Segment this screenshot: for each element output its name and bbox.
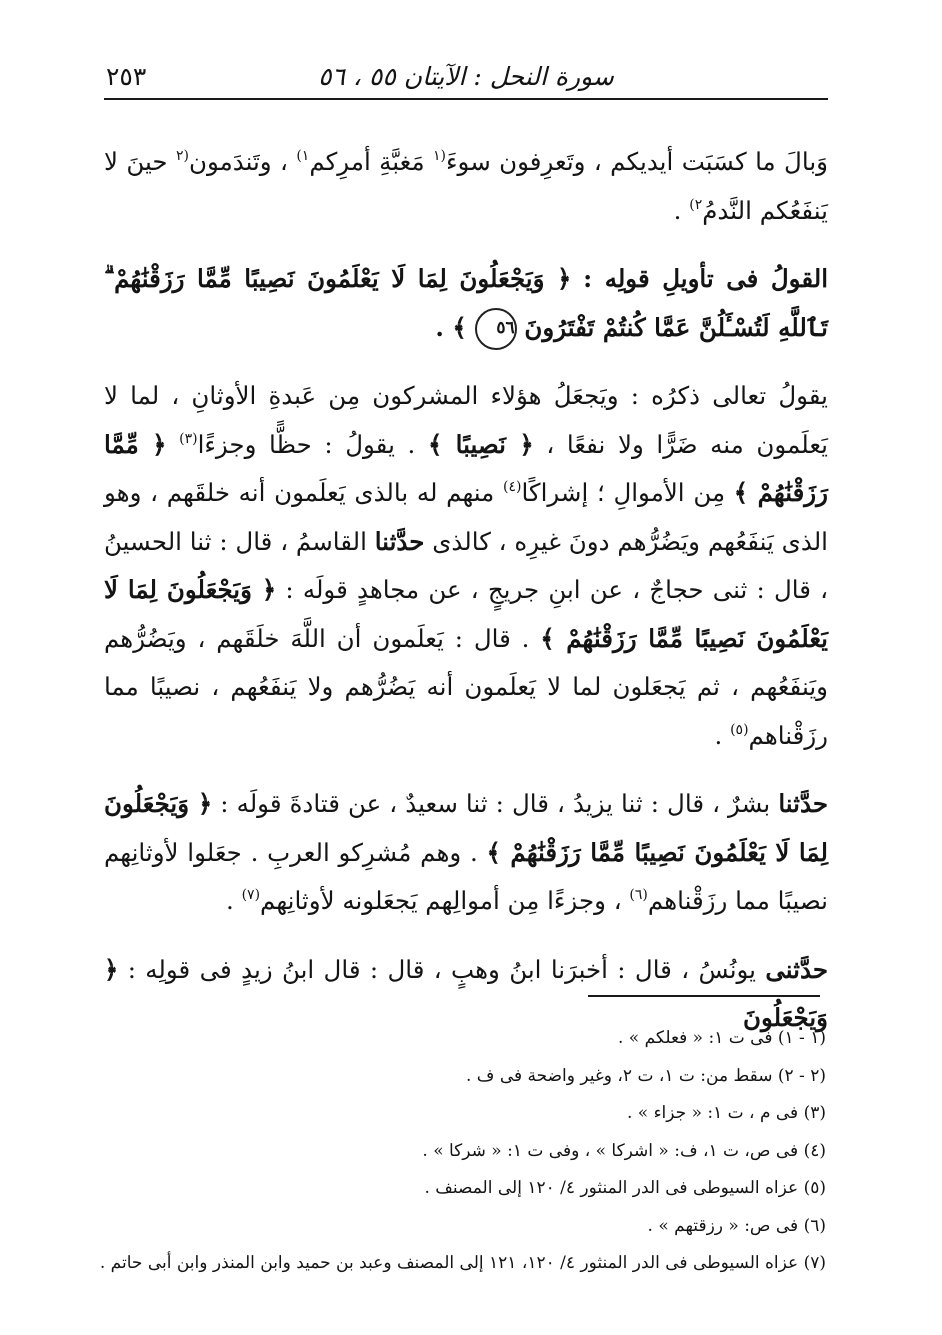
text-run: وَبالَ ما كسَبَت أيديكم ، وتَعرِفون سوءَ: [446, 147, 828, 176]
footnote-5: (٥) عزاه السيوطى فى الدر المنثور ٤/ ١٢٠ إلى المصنف .: [424, 1178, 826, 1198]
footnote-marker: (٦): [629, 887, 648, 903]
isnad-keyword: حدَّثنا: [778, 789, 828, 818]
quran-verse: ﴿ وَيَجْعَلُونَ لِمَا لَا يَعْلَمُونَ نَصِيبًا مِّمَّا رَزَقْنَٰهُمْ ۗ تَٱللَّهِ لَتُسْـَٔلُنَّ عَمَّا كُنتُمْ تَفْتَرُونَ: [104, 264, 828, 342]
text-run: .: [673, 195, 690, 225]
main-text: [104, 138, 828, 1063]
footnote-marker: (٧): [241, 887, 261, 903]
paragraph-4: [104, 780, 828, 926]
footnote-4: (٤) فى ص، ت ١، ف: « اشركا » ، وفى ت ١: « شركا » .: [422, 1140, 826, 1161]
quran-quote: ﴿ وَيَجْعَلُونَ: [104, 954, 828, 1032]
text-run: القاسمُ ، قال : ثنا الحسينُ ، قال : ثنى حجاجٌ ، عن ابنِ جريجٍ ، عن مجاهدٍ قولَه :: [104, 526, 828, 604]
footnote-marker: ٢): [689, 196, 703, 213]
text-run: حينَ لا يَنفَعُكم النَّدمُ: [104, 147, 828, 225]
isnad-keyword: حدَّثنى: [765, 954, 828, 984]
quran-quote: ﴿ مِّمَّا رَزَقْنَٰهُمْ ﴾: [104, 429, 828, 507]
text-run: مَغبَّةِ أمرِكم: [309, 147, 434, 176]
quran-quote: ﴿ وَيَجْعَلُونَ لِمَا لَا يَعْلَمُونَ نَصِيبًا مِّمَّا رَزَقْنَٰهُمْ ﴾: [104, 789, 828, 867]
text-run: يونُسُ ، قال : أخبرَنا ابنُ وهبٍ ، قال : قال ابنُ زيدٍ فى قولِه :: [127, 954, 766, 984]
footnote-marker: (٢: [175, 148, 189, 164]
running-header: [104, 58, 828, 100]
footnote-marker: (٥): [730, 721, 749, 738]
ayah-number-badge: ٥٦: [475, 308, 517, 350]
footnote-3: (٣) فى م ، ت ١: « جزاء » .: [626, 1103, 826, 1123]
text-run: . قال : يَعلَمون أن اللَّهَ خلَقَهم ، ويَضُرُّهم ويَنفَعُهم ، ثم يَجعَلون لما لا يَعلَمون أنه يَضُرُّهم ولا يَنفَعُهم ، نصيبًا مما رزَقْناهم: [104, 623, 828, 750]
text-run: يقولُ تعالى ذكرُه : ويَجعَلُ هؤلاء المشركون مِن عَبدةِ الأوثانِ ، لما لا يَعلَمون منه ضَرًّا ولا نفعًا ،: [104, 381, 828, 459]
text-run: ، وتَندَمون: [188, 147, 297, 176]
footnote-1: (١ - ١) فى ت ١: « فعلكم » .: [618, 1028, 826, 1048]
text-run: . يقولُ : حظًّا وجزءًا: [197, 429, 416, 459]
quran-quote: ﴿ نَصِيبًا ﴾: [427, 429, 534, 459]
quran-quote: ﴿ وَيَجْعَلُونَ لِمَا لَا يَعْلَمُونَ نَصِيبًا مِّمَّا رَزَقْنَٰهُمْ ﴾: [104, 575, 828, 653]
paragraph-2: [104, 255, 828, 352]
footnote-marker: (١: [433, 148, 447, 164]
footnote-2: (٢ - ٢) سقط من: ت ١، ت ٢، وغير واضحة فى ف .: [466, 1065, 826, 1086]
text-run: مِن الأموالِ ؛ إشراكًا: [521, 478, 726, 507]
footnote-marker: (٣): [179, 430, 198, 447]
text-run: . وهم مُشرِكو العربِ . جعَلوا لأوثانِهم نصيبًا مما رزَقْناهم: [104, 837, 828, 915]
footnote-marker: (٤): [503, 479, 522, 495]
text-run: .: [226, 886, 242, 915]
text-run: ، وجزءًا مِن أموالِهم يَجعَلونه لأوثانِهم: [260, 886, 630, 915]
footnote-6: (٦) فى ص: « رزقتهم » .: [647, 1215, 826, 1236]
page-title: سورة النحل : الآيتان ٥٥ ، ٥٦: [318, 62, 614, 91]
text-run: بشرٌ ، قال : ثنا يزيدُ ، قال : ثنا سعيدٌ ، عن قتادةَ قولَه :: [220, 789, 779, 818]
text-run: .: [714, 720, 731, 750]
quran-close: ﴾ .: [435, 312, 467, 342]
text-run: منهم له بالذى يَعلَمون أنه خلقَهم ، وهو الذى يَنفَعُهم ويَضُرُّهم دونَ غيرِه ، كالذى: [104, 478, 828, 556]
footnote-separator: [588, 995, 820, 997]
footnote-7: (٧) عزاه السيوطى فى الدر المنثور ٤/ ١٢٠، ١٢١ إلى المصنف وعبد بن حميد وابن المنذر وابن أبى حاتم .: [99, 1253, 826, 1273]
footnote-marker: ١): [296, 148, 310, 164]
paragraph-3: [104, 372, 828, 760]
isnad-keyword: حدَّثنا: [374, 526, 425, 556]
paragraph-1: [104, 138, 828, 235]
page-number: ٢٥٣: [106, 62, 147, 91]
section-heading: القولُ فى تأويلِ قولِه :: [583, 264, 829, 293]
footnotes: [99, 1020, 826, 1283]
